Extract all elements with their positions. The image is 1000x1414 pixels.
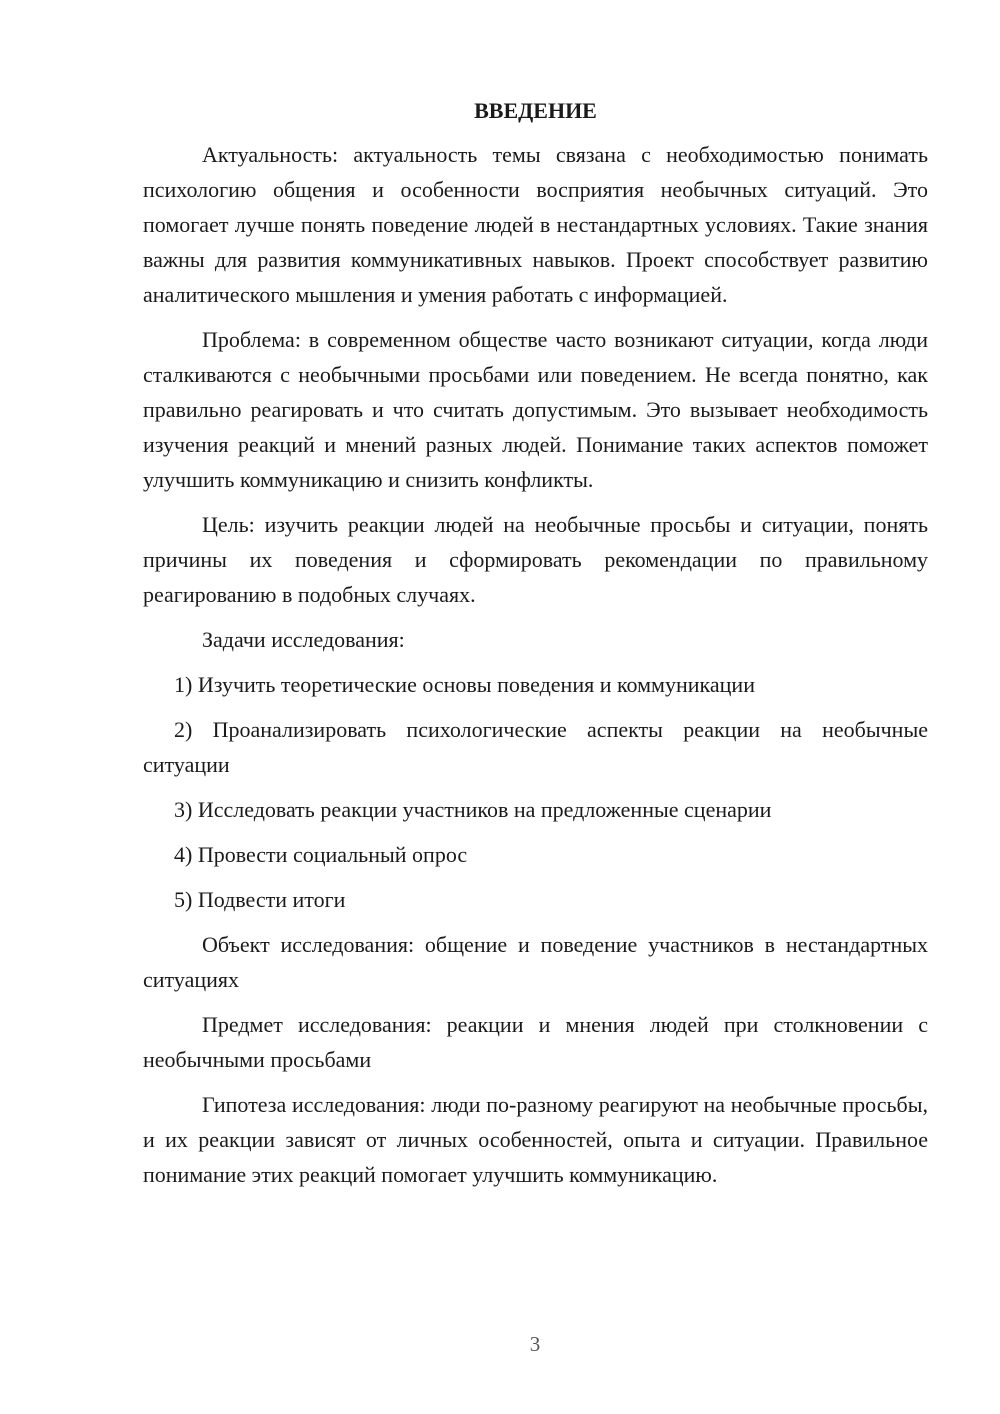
- task-item-2: 2) Проанализировать психологические аспекты реакции на необычные ситуации: [143, 717, 928, 777]
- goal-paragraph: Цель: изучить реакции людей на необычные просьбы и ситуации, понять причины их поведения и сформировать рекомендации по правильному реагированию в подобных случаях.: [143, 512, 928, 607]
- tasks-heading: Задачи исследования:: [202, 627, 405, 652]
- subject-paragraph: Предмет исследования: реакции и мнения людей при столкновении с необычными просьбами: [143, 1012, 928, 1072]
- task-item-5: 5) Подвести итоги: [174, 887, 346, 912]
- object-paragraph: Объект исследования: общение и поведение участников в нестандартных ситуациях: [143, 932, 928, 992]
- relevance-paragraph: Актуальность: актуальность темы связана с необходимостью понимать психологию общения и особенности восприятия необычных ситуаций. Это помогает лучше понять поведение людей в нестандартных условиях. Такие знания важны для развития коммуникативных навыков. Проект способствует развитию аналитического мышления и умения работать с информацией.: [143, 142, 928, 307]
- hypothesis-paragraph: Гипотеза исследования: люди по-разному реагируют на необычные просьбы, и их реакции зависят от личных особенностей, опыта и ситуации. Правильное понимание этих реакций помогает улучшить коммуникацию.: [143, 1092, 928, 1187]
- page-content: [143, 96, 928, 1202]
- problem-paragraph: Проблема: в современном обществе часто возникают ситуации, когда люди сталкиваются с необычными просьбами или поведением. Не всегда понятно, как правильно реагировать и что считать допустимым. Это вызывает необходимость изучения реакций и мнений разных людей. Понимание таких аспектов поможет улучшить коммуникацию и снизить конфликты.: [143, 327, 928, 492]
- task-item-4: 4) Провести социальный опрос: [174, 842, 468, 867]
- page-number: 3: [529, 1332, 541, 1356]
- page-title: ВВЕДЕНИЕ: [474, 98, 597, 123]
- task-item-3: 3) Исследовать реакции участников на предложенные сценарии: [174, 797, 772, 822]
- task-item-1: 1) Изучить теоретические основы поведения и коммуникации: [174, 672, 755, 697]
